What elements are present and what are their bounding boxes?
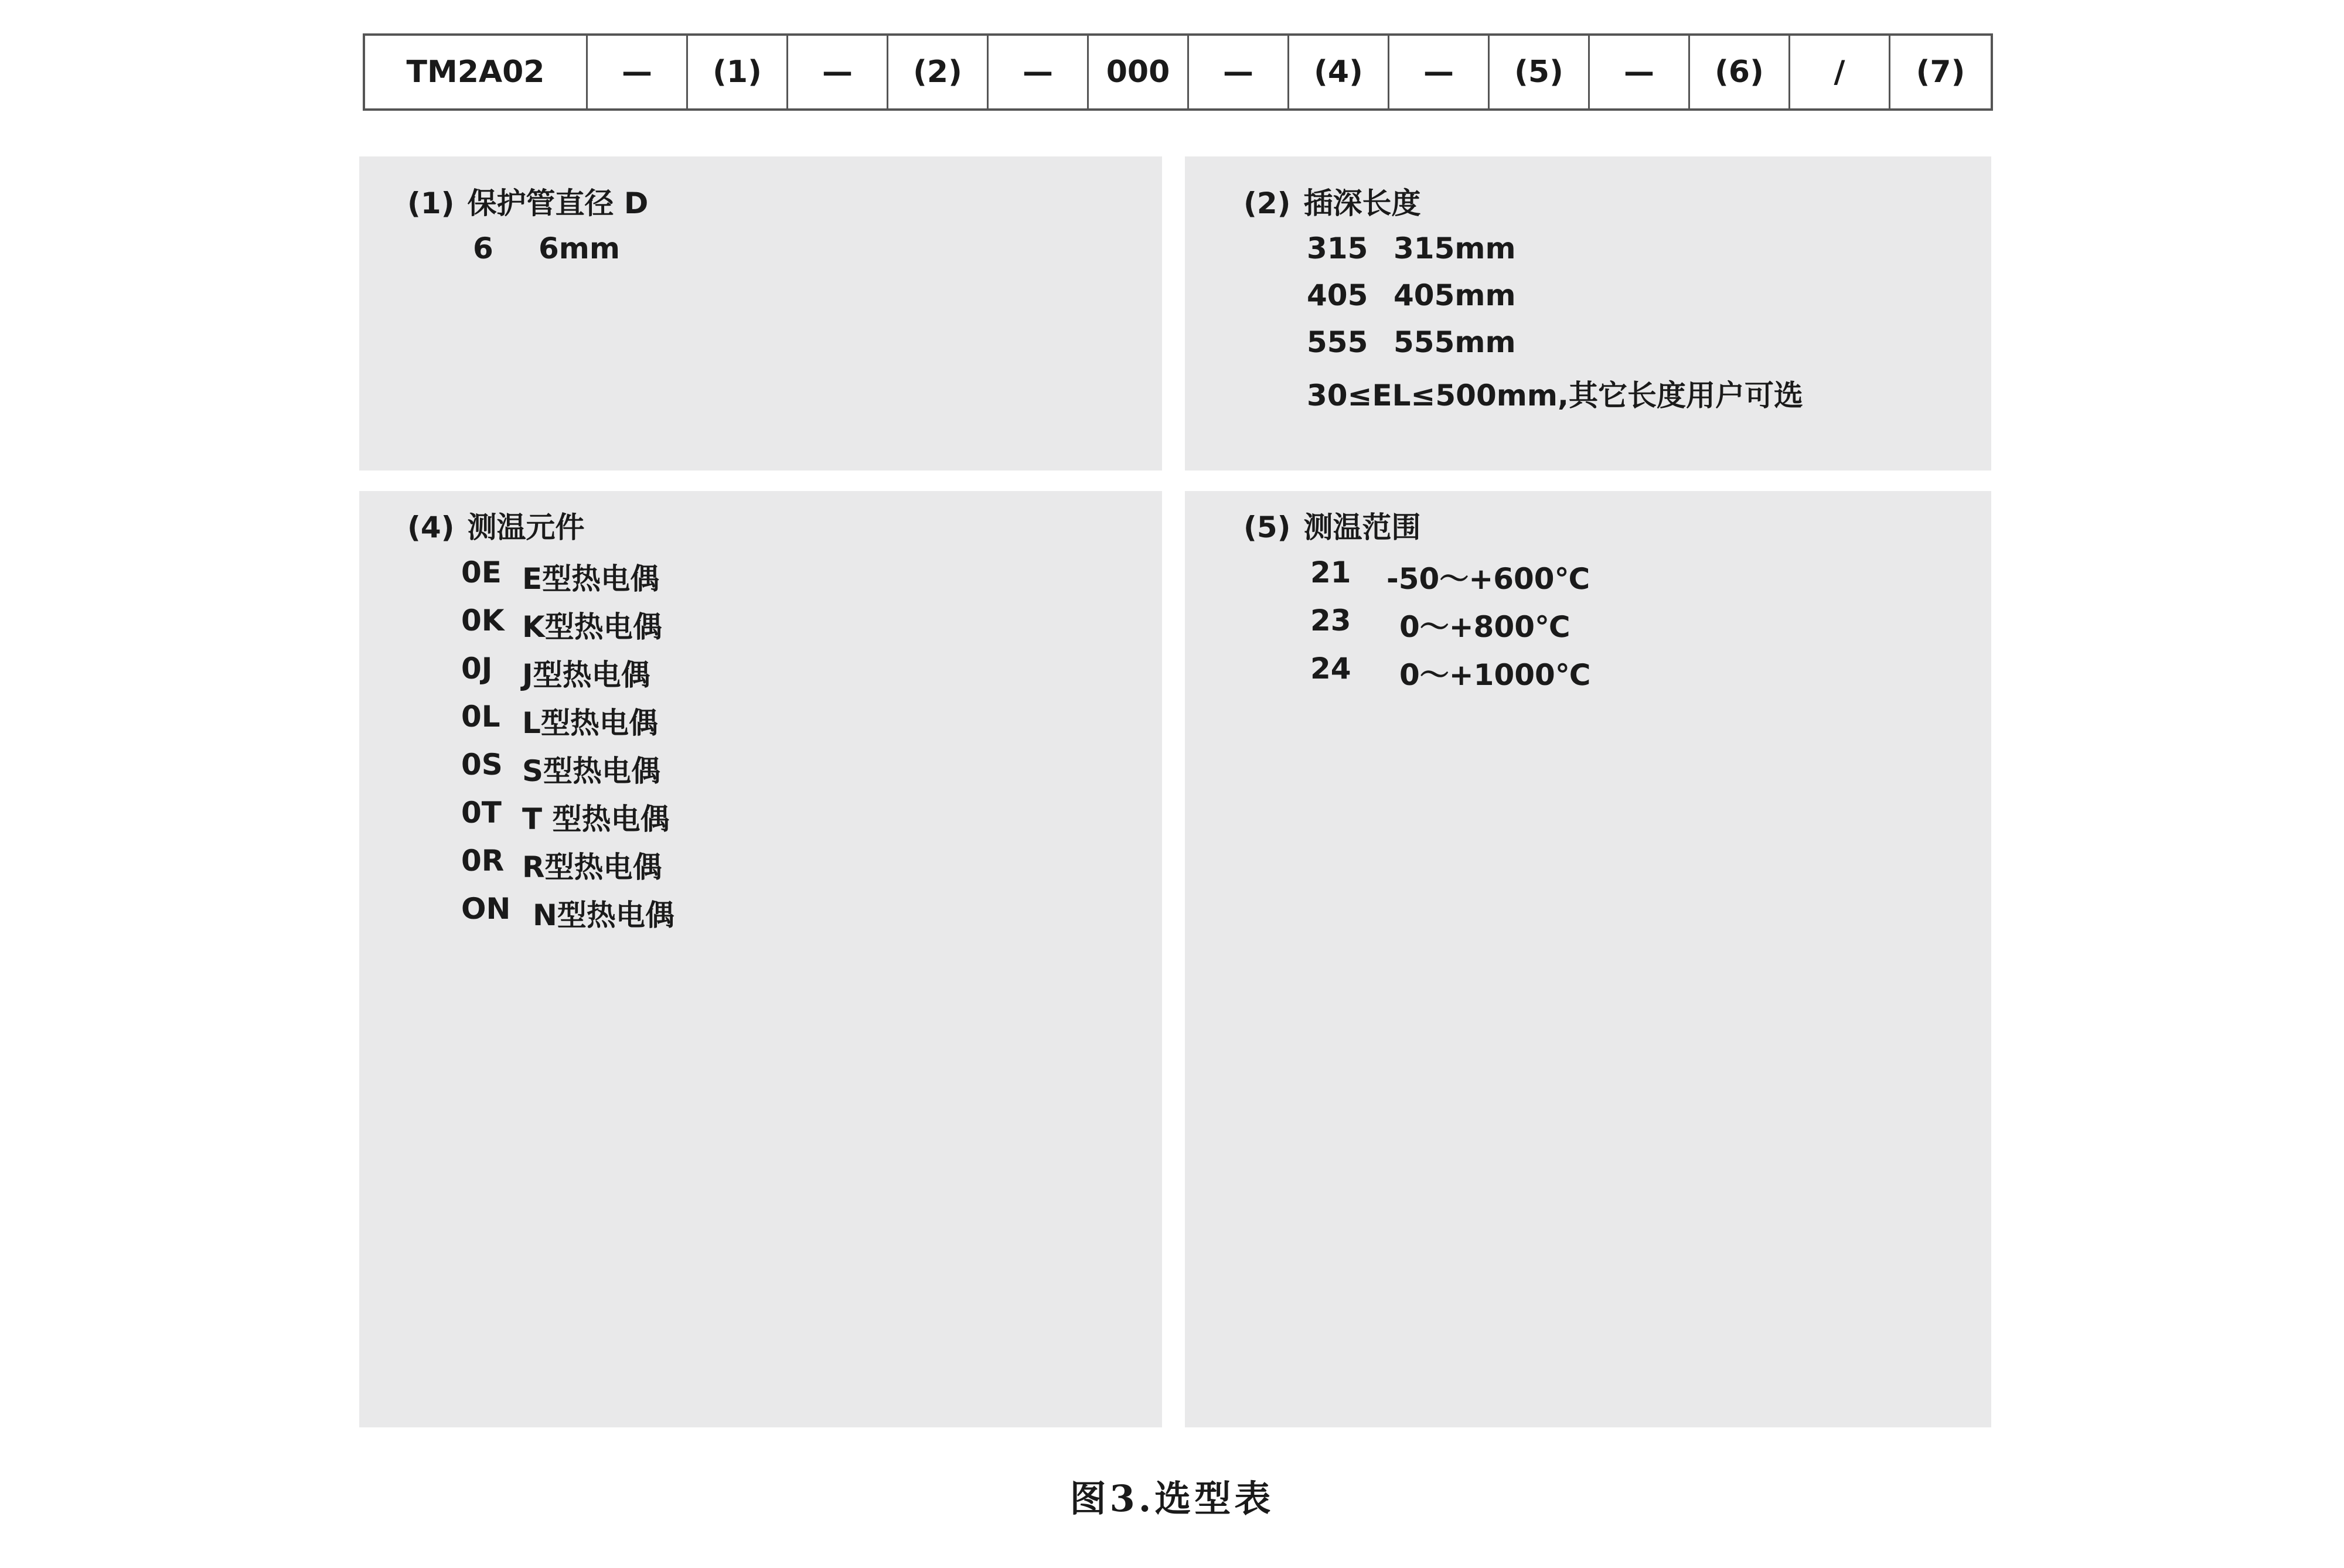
option-row [1310, 652, 1590, 694]
panel-title-text: 测温范围 [1303, 510, 1421, 544]
option-row [461, 892, 674, 934]
option-code: 21 [1310, 555, 1351, 589]
option-code: 555 [1307, 325, 1368, 359]
option-desc: J型热电偶 [522, 658, 650, 692]
option-row [461, 700, 658, 742]
option-code: ON [461, 892, 511, 926]
option-code: 0E [461, 555, 502, 589]
option-code: 24 [1310, 652, 1351, 686]
model-cell-field-5: (5) [1490, 36, 1590, 108]
option-desc: 315mm [1394, 231, 1516, 265]
option-desc: 405mm [1394, 278, 1516, 312]
panel-tube-diameter [359, 156, 1162, 471]
option-code: 6 [473, 231, 493, 265]
model-cell-separator: — [1590, 36, 1690, 108]
option-row [1307, 231, 1516, 265]
option-code: 23 [1310, 604, 1351, 638]
option-code: 0L [461, 700, 500, 734]
option-desc: -50～+600℃ [1386, 562, 1590, 596]
option-desc: 555mm [1394, 325, 1516, 359]
option-desc: K型热电偶 [522, 610, 662, 644]
option-code: 0S [461, 748, 503, 782]
panel-number: (1) [407, 186, 455, 220]
option-row [1307, 325, 1516, 359]
option-desc: R型热电偶 [522, 850, 662, 884]
panel-title-text: 保护管直径 D [467, 186, 649, 220]
model-code-row [363, 33, 1993, 111]
option-row [461, 796, 670, 838]
option-row [1310, 604, 1570, 646]
option-row [461, 555, 659, 598]
panel-insertion-length [1185, 156, 1991, 471]
option-desc: E型热电偶 [522, 562, 660, 596]
model-cell-field-4: (4) [1289, 36, 1389, 108]
option-code: 0R [461, 844, 505, 878]
panel-number: (5) [1243, 510, 1291, 544]
panel-title-text: 插深长度 [1303, 186, 1421, 220]
panel-title [1243, 504, 1421, 546]
option-row [1310, 555, 1590, 598]
model-cell-separator: — [1389, 36, 1490, 108]
figure-caption: 图3.选型表 [1069, 1477, 1275, 1520]
option-code: 0T [461, 796, 502, 830]
option-code: 315 [1307, 231, 1368, 265]
model-cell-field-3: 000 [1089, 36, 1189, 108]
option-code: 0J [461, 652, 493, 686]
option-desc: S型热电偶 [522, 754, 661, 788]
model-cell-separator: — [1189, 36, 1289, 108]
option-desc: T 型热电偶 [522, 802, 670, 836]
option-desc: L型热电偶 [522, 706, 658, 740]
option-row [473, 231, 620, 265]
model-cell-separator: — [989, 36, 1089, 108]
option-code: 405 [1307, 278, 1368, 312]
model-cell-field-7: (7) [1916, 54, 1965, 90]
panel-title [407, 180, 648, 222]
option-row [461, 844, 662, 886]
option-row [461, 652, 650, 694]
option-code: 0K [461, 604, 505, 638]
option-row [1307, 278, 1516, 312]
option-desc: N型热电偶 [533, 898, 674, 932]
model-cell-slash: / [1790, 36, 1890, 108]
option-desc: 0～+1000℃ [1399, 658, 1591, 692]
length-note [1307, 372, 1803, 414]
panel-temperature-range [1185, 491, 1991, 1427]
option-desc: 6mm [539, 231, 620, 265]
panel-title [1243, 180, 1421, 222]
option-row [461, 604, 662, 646]
model-cell-field-2: (2) [888, 36, 989, 108]
panel-sensing-element [359, 491, 1162, 1427]
model-cell-field-1: (1) [688, 36, 788, 108]
panel-title-text: 测温元件 [467, 510, 585, 544]
model-cell-separator: — [788, 36, 888, 108]
model-cell-field-6: (6) [1690, 36, 1790, 108]
option-row [461, 748, 660, 790]
option-desc: 0～+800℃ [1399, 610, 1570, 644]
panel-title [407, 504, 585, 546]
model-cell-prefix: TM2A02 [365, 36, 588, 108]
length-note-text: 30≤EL≤500mm,其它长度用户可选 [1307, 379, 1803, 413]
panel-number: (4) [407, 510, 455, 544]
panel-number: (2) [1243, 186, 1291, 220]
model-cell-separator: — [588, 36, 688, 108]
